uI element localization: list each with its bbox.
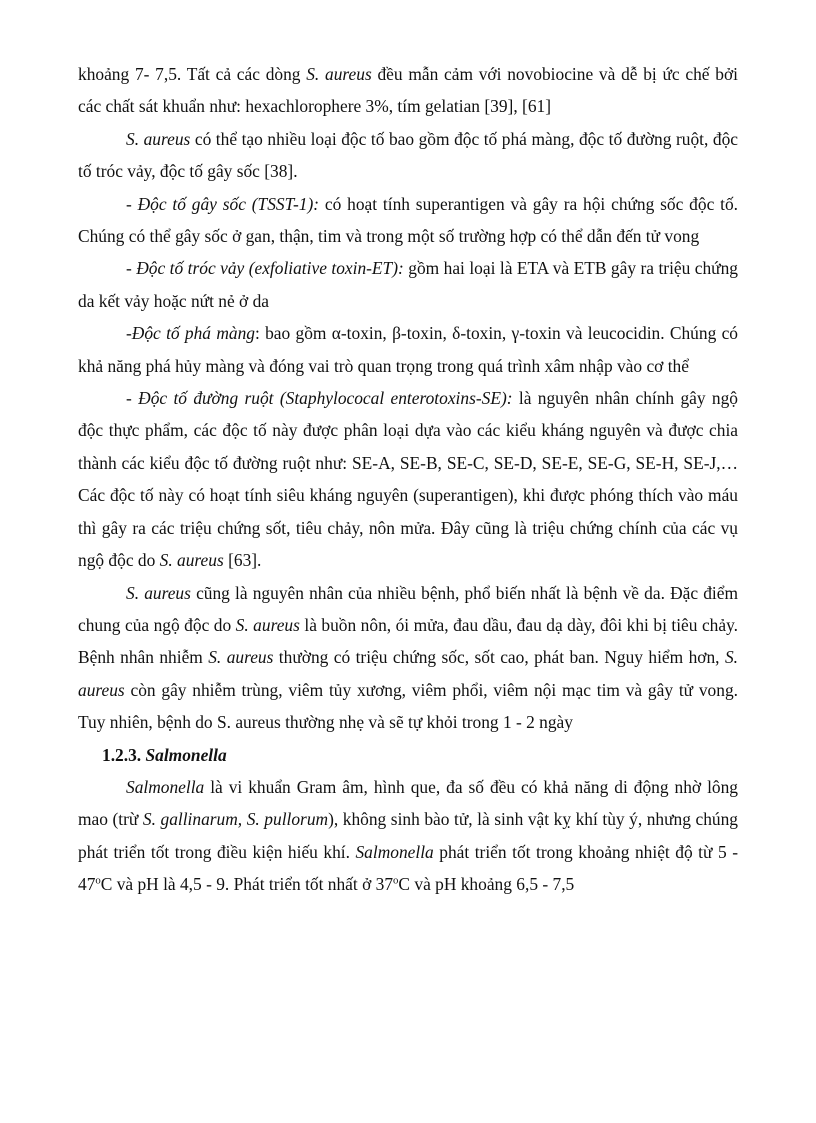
section-number: 1.2.3. <box>102 744 146 765</box>
italic-run: S. aureus <box>159 550 224 571</box>
salmonella-paragraph <box>78 771 738 901</box>
text-run: là buồn nôn, ói mửa, đau dầu, đau dạ dày, đôi khi bị tiêu chảy. Bệnh nhân nhiễm <box>78 614 738 668</box>
paragraph <box>78 188 738 253</box>
text-run: khoảng 7- 7,5. Tất cả các dòng <box>78 64 307 84</box>
paragraph <box>78 577 738 739</box>
italic-run: S. gallinarum, S. pullorum <box>142 809 329 830</box>
italic-run: Salmonella <box>355 841 434 862</box>
text-run: cũng là nguyên nhân của nhiều bệnh, phổ biến nhất là bệnh về da. Đặc điểm chung của ngộ độc do <box>78 582 738 635</box>
text-run: là vi khuẩn Gram âm, hình que, đa số đều có khả năng di động nhờ lông mao (trừ <box>78 776 738 830</box>
italic-run: - Độc tố đường ruột (Staphylococal enterotoxins-SE): <box>126 388 513 409</box>
text-run: phát triển tốt trong khoảng nhiệt độ từ 5 - 47 <box>78 841 738 895</box>
paragraph <box>78 58 738 123</box>
text-run: có thể tạo nhiều loại độc tố bao gồm độc tố phá màng, độc tố đường ruột, độc tố tróc vảy, độc tố gây sốc [38]. <box>78 128 738 182</box>
section-heading <box>102 739 738 771</box>
paragraph <box>78 382 738 576</box>
italic-run: - Độc tố gây sốc (TSST-1): <box>126 193 320 214</box>
italic-run: - Độc tố tróc vảy (exfoliative toxin-ET): <box>126 258 404 279</box>
italic-run: S. aureus <box>126 128 191 149</box>
text-run: [63]. <box>223 550 262 571</box>
text-run: là nguyên nhân chính gây ngộ độc thực phẩm, các độc tố này được phân loại dựa vào các kiểu kháng nguyên và được chia thành các kiểu độc tố đường ruột như: SE-A, SE-B, SE-C, SE-D, SE-E, SE-G, SE-H, SE-J,…Các độc tố này có hoạt tính siêu kháng nguyên (superantigen), khi được phóng thích vào máu thì gây ra các triệu chứng sốt, tiêu chảy, nôn mửa. Đây cũng là triệu chứng chính của các vụ ngộ độc do <box>78 388 739 571</box>
text-run: C và pH là 4,5 - 9. Phát triển tốt nhất ở 37 <box>100 874 394 895</box>
italic-run: S. aureus <box>235 614 300 635</box>
text-run: đều mẫn cảm với novobiocine và dễ bị ức chế bởi các chất sát khuẩn như: hexachlorophere 3%, tím gelatian [39], [61] <box>78 64 738 117</box>
text-run: gồm hai loại là ETA và ETB gây ra triệu chứng da kết vảy hoặc nứt nẻ ở da <box>78 258 738 311</box>
text-run: có hoạt tính superantigen và gây ra hội chứng sốc độc tố. Chúng có thể gây sốc ở gan, thận, tim và trong một số trường hợp có thể dẫn đến tử vong <box>78 193 738 247</box>
italic-run: S. aureus <box>126 582 191 603</box>
paragraph <box>78 252 738 317</box>
body-text <box>78 58 738 739</box>
text-run: thường có triệu chứng sốc, sốt cao, phát ban. Nguy hiểm hơn, <box>273 647 725 668</box>
italic-run: S. aureus <box>208 647 274 668</box>
superscript: o <box>393 874 399 887</box>
text-run: còn gây nhiễm trùng, viêm tủy xương, viêm phổi, viêm nội mạc tim và gây tử vong. Tuy nhiên, bệnh do S. aureus thường nhẹ và sẽ tự khỏi trong 1 - 2 ngày <box>78 679 738 733</box>
italic-run: -Độc tố phá màng <box>126 323 255 344</box>
italic-run: Salmonella <box>126 776 205 797</box>
paragraph <box>78 317 738 382</box>
italic-run: S. aureus <box>306 64 372 84</box>
text-run: : bao gồm α-toxin, β-toxin, δ-toxin, γ-toxin và leucocidin. Chúng có khả năng phá hủy màng và đóng vai trò quan trọng trong quá trình xâm nhập vào cơ thể <box>78 323 738 376</box>
document-page <box>78 58 738 901</box>
text-run: ), không sinh bào tử, là sinh vật kỵ khí tùy ý, nhưng chúng phát triển tốt trong điều kiện hiếu khí. <box>78 809 738 862</box>
section-title: Salmonella <box>145 744 227 765</box>
superscript: o <box>95 874 101 887</box>
paragraph <box>78 123 738 188</box>
text-run: C và pH khoảng 6,5 - 7,5 <box>398 874 575 895</box>
italic-run: S. aureus <box>78 647 738 700</box>
